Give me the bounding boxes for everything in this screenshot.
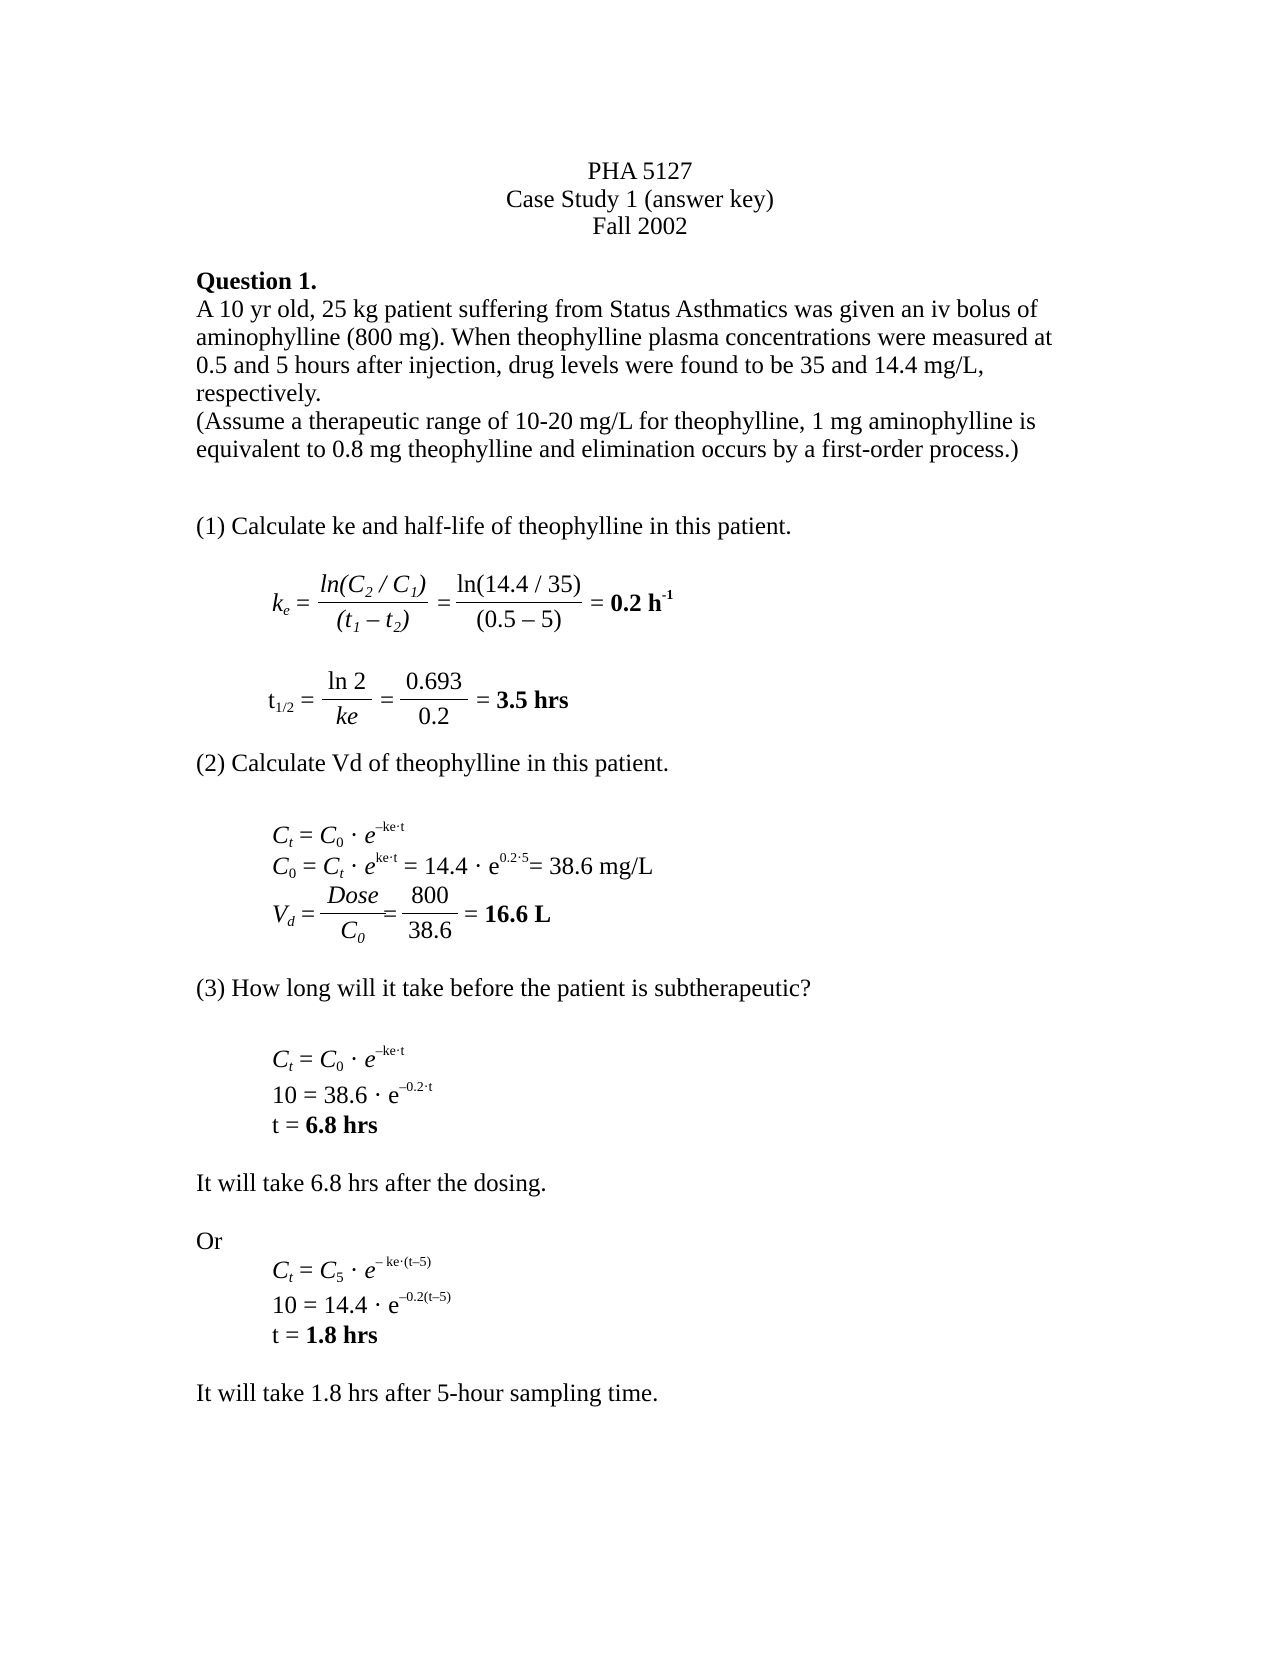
alt-decay-equation: $Ct = C_5 \cdot e^{- ke\cdot(t-5)}$ [272, 1255, 432, 1286]
half-life-numerator-value: 0.693 [405, 668, 463, 695]
part2-prompt: (2) Calculate Vd of theophylline in this patient. [196, 750, 670, 777]
time-result: t = 6.8 hrs [272, 1112, 378, 1139]
half-life-result: = 3.5 hrs [476, 687, 569, 714]
half-life-lhs: $t_{1/2}$ = [268, 687, 315, 716]
half-life-denominator-value: 0.2 [418, 703, 450, 730]
decay-substitution: $10 = 38.6 \cdot e^{-0.2\cdot t}$ [272, 1080, 433, 1109]
ke-result-unit-exponent: -1 [661, 588, 674, 603]
vd-result: = 16.6 L [464, 901, 552, 928]
exponent: –ke·t [375, 820, 405, 835]
equals-sign: = [383, 901, 398, 928]
vd-denominator-value: 38.6 [408, 917, 452, 944]
vd-lhs: Vd = [272, 901, 316, 930]
equals-sign: = [437, 590, 452, 617]
part3-prompt: (3) How long will it take before the patient is subtherapeutic? [196, 975, 812, 1002]
half-life-fraction-symbolic [322, 667, 372, 732]
half-life-numerator: ln 2 [327, 668, 367, 695]
exponent: –0.2·t [399, 1080, 433, 1095]
ke-fraction-symbolic [318, 570, 428, 635]
decay-equation: $Ct = C_0 \cdot e^{-ke\cdot t}$ [272, 1044, 405, 1075]
equals-sign: = [380, 687, 395, 714]
vd-result-value: 16.6 L [484, 901, 552, 928]
ke-denominator-value: (0.5 – 5) [476, 606, 562, 633]
half-life-subscript: 1/2 [274, 700, 295, 716]
fraction-bar [402, 913, 458, 914]
concentration-equation: $Ct = C_0 \cdot e^{-ke\cdot t}$ [272, 820, 405, 851]
vd-fraction-symbolic [320, 881, 386, 946]
intro-line: aminophylline (800 mg). When theophylline plasma concentrations were measured at [196, 324, 1053, 351]
fraction-bar [320, 913, 386, 914]
c0-equation: $C_0 = Ct \cdot e^{ke\cdot t} = 14.4 \cdot e^{0.2\cdot 5}= 38.6$ mg/L [272, 851, 654, 882]
fraction-bar [400, 699, 468, 700]
course-code: PHA 5127 [587, 158, 693, 185]
ke-numerator-value: ln(14.4 / 35) [456, 571, 582, 598]
part1-prompt: (1) Calculate ke and half-life of theophylline in this patient. [196, 513, 792, 540]
alt-time-result: t = 1.8 hrs [272, 1322, 378, 1349]
intro-line: equivalent to 0.8 mg theophylline and elimination occurs by a first-order process.) [196, 436, 1019, 463]
half-life-fraction-numeric [400, 667, 468, 732]
conclusion-text: It will take 1.8 hrs after 5-hour sampling time. [196, 1380, 659, 1407]
exponent: ke·t [375, 851, 398, 866]
term: Fall 2002 [592, 213, 688, 240]
fraction-bar [318, 602, 428, 603]
fraction-bar [456, 602, 582, 603]
alt-decay-substitution: $10 = 14.4 \cdot e^{-0.2(t-5)}$ [272, 1290, 451, 1319]
exponent: –ke·t [375, 1044, 405, 1059]
exponent: –0.2(t–5) [399, 1290, 451, 1305]
intro-line: (Assume a therapeutic range of 10-20 mg/L for theophylline, 1 mg aminophylline is [196, 408, 1036, 435]
ke-symbol: k [272, 590, 284, 617]
half-life-symbol: t [268, 687, 275, 714]
vd-numerator-value: 800 [411, 882, 449, 909]
fraction-bar [322, 699, 372, 700]
vd-fraction-numeric [402, 881, 458, 946]
ke-numerator: ln(C₂ / C₁) [319, 571, 427, 598]
vd-denominator: C₀ [340, 917, 366, 944]
intro-line: 0.5 and 5 hours after injection, drug levels were found to be 35 and 14.4 mg/L, [196, 352, 985, 379]
half-life-denominator: ke [335, 703, 359, 730]
document-title: Case Study 1 (answer key) [506, 186, 774, 213]
ke-subscript: e [283, 603, 290, 619]
question-heading: Question 1. [196, 268, 317, 295]
ke-lhs: ke = [272, 590, 311, 619]
half-life-result-value: 3.5 hrs [496, 687, 569, 714]
intro-line: A 10 yr old, 25 kg patient suffering from Status Asthmatics was given an iv bolus of [196, 296, 1038, 323]
intro-line: respectively. [196, 380, 322, 407]
or-label: Or [196, 1228, 223, 1255]
alt-time-result-value: 1.8 hrs [305, 1322, 378, 1349]
exponent: 0.2·5 [499, 851, 529, 866]
ke-denominator: (t₁ – t₂) [336, 606, 410, 633]
c0-substitution: = 14.4 · e [403, 853, 500, 880]
ke-result-value: 0.2 h [610, 590, 662, 617]
vd-numerator: Dose [327, 882, 379, 909]
time-result-value: 6.8 hrs [305, 1112, 378, 1139]
ke-fraction-numeric [456, 570, 582, 635]
exponent: – ke·(t–5) [375, 1255, 432, 1270]
ke-result: = 0.2 $h^{-1}$ [590, 588, 674, 617]
c0-result: = 38.6 mg/L [528, 853, 654, 880]
conclusion-text: It will take 6.8 hrs after the dosing. [196, 1170, 547, 1197]
